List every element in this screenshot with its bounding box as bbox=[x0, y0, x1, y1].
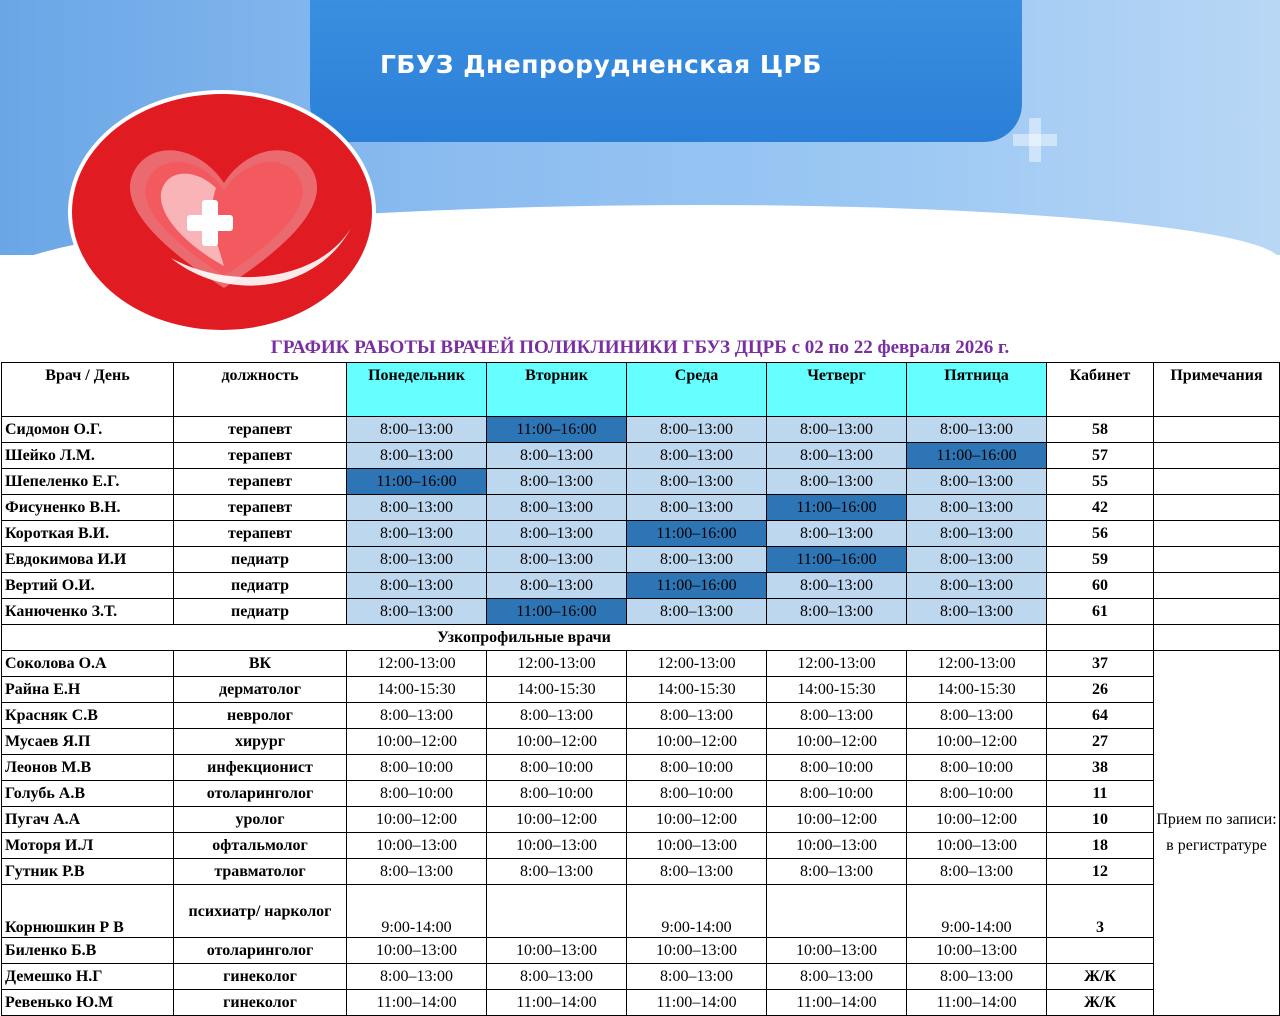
schedule-cell-wed: 8:00–13:00 bbox=[627, 495, 767, 521]
cabinet-number: 38 bbox=[1047, 755, 1154, 781]
doctor-position: терапевт bbox=[174, 521, 347, 547]
cabinet-number: 18 bbox=[1047, 833, 1154, 859]
schedule-cell-thu: 8:00–13:00 bbox=[767, 573, 907, 599]
doctor-name: Фисуненко В.Н. bbox=[2, 495, 174, 521]
doctor-position: уролог bbox=[174, 807, 347, 833]
schedule-cell-thu: 8:00–13:00 bbox=[767, 521, 907, 547]
doctor-position: невролог bbox=[174, 703, 347, 729]
schedule-cell-tue: 8:00–13:00 bbox=[487, 469, 627, 495]
cabinet-number: 26 bbox=[1047, 677, 1154, 703]
col-monday: Понедельник bbox=[347, 363, 487, 417]
schedule-cell-thu: 10:00–13:00 bbox=[767, 833, 907, 859]
cabinet-number: Ж/К bbox=[1047, 964, 1154, 990]
doctor-name: Ревенько Ю.М bbox=[2, 990, 174, 1016]
cabinet-number: 27 bbox=[1047, 729, 1154, 755]
table-row bbox=[2, 417, 1280, 443]
schedule-cell-thu: 12:00-13:00 bbox=[767, 651, 907, 677]
doctor-name: Канюченко З.Т. bbox=[2, 599, 174, 625]
schedule-cell-mon: 8:00–13:00 bbox=[347, 547, 487, 573]
schedule-cell-tue: 10:00–12:00 bbox=[487, 807, 627, 833]
header-banner bbox=[0, 0, 1280, 345]
schedule-cell-wed: 8:00–13:00 bbox=[627, 703, 767, 729]
notes-cell bbox=[1154, 599, 1280, 625]
cabinet-number: 58 bbox=[1047, 417, 1154, 443]
doctor-position: отоларинголог bbox=[174, 938, 347, 964]
cabinet-number: 12 bbox=[1047, 859, 1154, 885]
doctor-name: Леонов М.В bbox=[2, 755, 174, 781]
schedule-cell-wed: 11:00–14:00 bbox=[627, 990, 767, 1016]
table-row bbox=[2, 885, 1280, 938]
doctor-position: терапевт bbox=[174, 417, 347, 443]
doctor-position: дерматолог bbox=[174, 677, 347, 703]
schedule-cell-fri: 8:00–13:00 bbox=[907, 521, 1047, 547]
schedule-cell-fri: 9:00-14:00 bbox=[907, 885, 1047, 938]
doctor-name: Сидомон О.Г. bbox=[2, 417, 174, 443]
notes-cell bbox=[1154, 469, 1280, 495]
col-wednesday: Среда bbox=[627, 363, 767, 417]
schedule-cell-wed: 8:00–10:00 bbox=[627, 755, 767, 781]
cabinet-number bbox=[1047, 938, 1154, 964]
schedule-cell-thu: 11:00–16:00 bbox=[767, 547, 907, 573]
schedule-cell-fri: 10:00–12:00 bbox=[907, 729, 1047, 755]
schedule-cell-thu: 8:00–10:00 bbox=[767, 781, 907, 807]
doctor-name: Демешко Н.Г bbox=[2, 964, 174, 990]
schedule-cell-tue: 8:00–13:00 bbox=[487, 573, 627, 599]
table-row bbox=[2, 495, 1280, 521]
schedule-cell-tue: 10:00–13:00 bbox=[487, 938, 627, 964]
schedule-cell-wed: 8:00–13:00 bbox=[627, 417, 767, 443]
doctor-position: педиатр bbox=[174, 547, 347, 573]
cabinet-number: 37 bbox=[1047, 651, 1154, 677]
schedule-cell-mon: 8:00–10:00 bbox=[347, 781, 487, 807]
cabinet-number: 10 bbox=[1047, 807, 1154, 833]
schedule-cell-thu: 10:00–13:00 bbox=[767, 938, 907, 964]
table-row bbox=[2, 859, 1280, 885]
schedule-cell-thu: 8:00–13:00 bbox=[767, 964, 907, 990]
schedule-cell-wed: 11:00–16:00 bbox=[627, 573, 767, 599]
col-tuesday: Вторник bbox=[487, 363, 627, 417]
doctor-name: Соколова О.А bbox=[2, 651, 174, 677]
doctor-position: травматолог bbox=[174, 859, 347, 885]
schedule-cell-thu: 8:00–13:00 bbox=[767, 703, 907, 729]
schedule-cell-mon: 8:00–13:00 bbox=[347, 859, 487, 885]
schedule-cell-tue: 8:00–13:00 bbox=[487, 964, 627, 990]
schedule-cell-thu: 8:00–13:00 bbox=[767, 417, 907, 443]
schedule-cell-thu: 8:00–13:00 bbox=[767, 599, 907, 625]
schedule-cell-fri: 14:00-15:30 bbox=[907, 677, 1047, 703]
doctor-name: Корнюшкин Р В bbox=[2, 885, 174, 938]
schedule-cell-thu: 8:00–13:00 bbox=[767, 443, 907, 469]
schedule-table bbox=[1, 362, 1280, 1016]
schedule-cell-mon: 11:00–14:00 bbox=[347, 990, 487, 1016]
schedule-cell-mon: 8:00–10:00 bbox=[347, 755, 487, 781]
schedule-cell-fri: 8:00–13:00 bbox=[907, 469, 1047, 495]
schedule-cell-tue: 8:00–13:00 bbox=[487, 703, 627, 729]
table-row bbox=[2, 547, 1280, 573]
schedule-cell-tue: 10:00–12:00 bbox=[487, 729, 627, 755]
doctor-position: педиатр bbox=[174, 573, 347, 599]
col-thursday: Четверг bbox=[767, 363, 907, 417]
schedule-cell-wed: 14:00-15:30 bbox=[627, 677, 767, 703]
schedule-cell-thu: 11:00–16:00 bbox=[767, 495, 907, 521]
schedule-cell-tue: 12:00-13:00 bbox=[487, 651, 627, 677]
schedule-cell-fri: 10:00–13:00 bbox=[907, 833, 1047, 859]
col-cabinet: Кабинет bbox=[1047, 363, 1154, 417]
schedule-cell-mon: 8:00–13:00 bbox=[347, 443, 487, 469]
schedule-cell-mon: 8:00–13:00 bbox=[347, 964, 487, 990]
schedule-cell-fri: 11:00–14:00 bbox=[907, 990, 1047, 1016]
cabinet-number: 56 bbox=[1047, 521, 1154, 547]
schedule-cell-wed: 8:00–13:00 bbox=[627, 469, 767, 495]
doctor-position: гинеколог bbox=[174, 964, 347, 990]
schedule-cell-tue: 11:00–16:00 bbox=[487, 417, 627, 443]
schedule-cell-thu: 8:00–13:00 bbox=[767, 469, 907, 495]
notes-cell bbox=[1154, 547, 1280, 573]
doctor-name: Райна Е.Н bbox=[2, 677, 174, 703]
schedule-cell-fri: 12:00-13:00 bbox=[907, 651, 1047, 677]
schedule-cell-fri: 10:00–13:00 bbox=[907, 938, 1047, 964]
notes-cell bbox=[1154, 521, 1280, 547]
schedule-cell-fri: 8:00–13:00 bbox=[907, 599, 1047, 625]
table-row bbox=[2, 729, 1280, 755]
table-row bbox=[2, 677, 1280, 703]
doctor-position: гинеколог bbox=[174, 990, 347, 1016]
table-row bbox=[2, 573, 1280, 599]
schedule-cell-wed: 10:00–12:00 bbox=[627, 807, 767, 833]
schedule-cell-fri: 8:00–13:00 bbox=[907, 417, 1047, 443]
doctor-name: Биленко Б.В bbox=[2, 938, 174, 964]
doctor-name: Красняк С.В bbox=[2, 703, 174, 729]
schedule-cell-mon: 8:00–13:00 bbox=[347, 417, 487, 443]
schedule-cell-fri: 8:00–10:00 bbox=[907, 781, 1047, 807]
col-position: должность bbox=[174, 363, 347, 417]
col-notes: Примечания bbox=[1154, 363, 1280, 417]
doctor-position: офтальмолог bbox=[174, 833, 347, 859]
schedule-cell-wed: 8:00–13:00 bbox=[627, 443, 767, 469]
table-header-row bbox=[2, 363, 1280, 417]
doctor-position: ВК bbox=[174, 651, 347, 677]
schedule-cell-mon: 10:00–13:00 bbox=[347, 938, 487, 964]
schedule-cell-mon: 8:00–13:00 bbox=[347, 599, 487, 625]
doctor-name: Гутник Р.В bbox=[2, 859, 174, 885]
schedule-cell-tue: 14:00-15:30 bbox=[487, 677, 627, 703]
col-doctor: Врач / День bbox=[2, 363, 174, 417]
cabinet-number: 60 bbox=[1047, 573, 1154, 599]
notes-empty bbox=[1154, 625, 1280, 651]
heart-logo-icon bbox=[66, 88, 378, 336]
schedule-cell-wed: 8:00–13:00 bbox=[627, 547, 767, 573]
schedule-cell-thu: 8:00–10:00 bbox=[767, 755, 907, 781]
doctor-name: Шейко Л.М. bbox=[2, 443, 174, 469]
schedule-cell-mon: 10:00–13:00 bbox=[347, 833, 487, 859]
appointment-note: Прием по записи: в регистратуре bbox=[1154, 651, 1280, 1016]
doctor-name: Пугач А.А bbox=[2, 807, 174, 833]
schedule-cell-mon: 11:00–16:00 bbox=[347, 469, 487, 495]
schedule-cell-wed: 10:00–12:00 bbox=[627, 729, 767, 755]
schedule-cell-fri: 8:00–13:00 bbox=[907, 495, 1047, 521]
doctor-position: хирург bbox=[174, 729, 347, 755]
cabinet-number: 59 bbox=[1047, 547, 1154, 573]
schedule-cell-tue bbox=[487, 885, 627, 938]
schedule-cell-fri: 8:00–13:00 bbox=[907, 964, 1047, 990]
schedule-cell-wed: 10:00–13:00 bbox=[627, 833, 767, 859]
schedule-cell-tue: 10:00–13:00 bbox=[487, 833, 627, 859]
schedule-cell-fri: 10:00–12:00 bbox=[907, 807, 1047, 833]
schedule-cell-thu: 8:00–13:00 bbox=[767, 859, 907, 885]
schedule-cell-wed: 9:00-14:00 bbox=[627, 885, 767, 938]
org-title: ГБУЗ Днепрорудненская ЦРБ bbox=[380, 50, 822, 79]
table-row bbox=[2, 443, 1280, 469]
schedule-cell-wed: 8:00–13:00 bbox=[627, 599, 767, 625]
doctor-position: педиатр bbox=[174, 599, 347, 625]
notes-cell bbox=[1154, 443, 1280, 469]
section-label: Узкопрофильные врачи bbox=[2, 625, 1047, 651]
schedule-cell-thu: 11:00–14:00 bbox=[767, 990, 907, 1016]
section-row bbox=[2, 625, 1280, 651]
schedule-cell-mon: 10:00–12:00 bbox=[347, 729, 487, 755]
table-row bbox=[2, 833, 1280, 859]
schedule-cell-fri: 8:00–13:00 bbox=[907, 573, 1047, 599]
schedule-cell-thu bbox=[767, 885, 907, 938]
notes-cell bbox=[1154, 573, 1280, 599]
cabinet-number: 11 bbox=[1047, 781, 1154, 807]
schedule-cell-tue: 11:00–14:00 bbox=[487, 990, 627, 1016]
schedule-cell-fri: 8:00–13:00 bbox=[907, 547, 1047, 573]
table-row bbox=[2, 599, 1280, 625]
doctor-position: инфекционист bbox=[174, 755, 347, 781]
schedule-cell-tue: 8:00–10:00 bbox=[487, 755, 627, 781]
schedule-title: ГРАФИК РАБОТЫ ВРАЧЕЙ ПОЛИКЛИНИКИ ГБУЗ ДЦРБ с 02 по 22 февраля 2026 г. bbox=[270, 337, 1010, 358]
schedule-cell-thu: 10:00–12:00 bbox=[767, 807, 907, 833]
schedule-cell-fri: 8:00–13:00 bbox=[907, 859, 1047, 885]
doctor-position: отоларинголог bbox=[174, 781, 347, 807]
cabinet-number: 55 bbox=[1047, 469, 1154, 495]
schedule-cell-mon: 8:00–13:00 bbox=[347, 703, 487, 729]
table-row bbox=[2, 651, 1280, 677]
schedule-cell-mon: 12:00-13:00 bbox=[347, 651, 487, 677]
schedule-cell-fri: 8:00–13:00 bbox=[907, 703, 1047, 729]
schedule-cell-wed: 8:00–10:00 bbox=[627, 781, 767, 807]
doctor-name: Короткая В.И. bbox=[2, 521, 174, 547]
schedule-cell-fri: 11:00–16:00 bbox=[907, 443, 1047, 469]
table-row bbox=[2, 755, 1280, 781]
cabinet-number: 57 bbox=[1047, 443, 1154, 469]
doctor-position: терапевт bbox=[174, 469, 347, 495]
schedule-cell-tue: 8:00–13:00 bbox=[487, 859, 627, 885]
doctor-name: Шепеленко Е.Г. bbox=[2, 469, 174, 495]
table-row bbox=[2, 521, 1280, 547]
schedule-cell-mon: 9:00-14:00 bbox=[347, 885, 487, 938]
doctor-position: терапевт bbox=[174, 443, 347, 469]
schedule-cell-tue: 8:00–10:00 bbox=[487, 781, 627, 807]
table-row bbox=[2, 964, 1280, 990]
cabinet-empty bbox=[1047, 625, 1154, 651]
notes-cell bbox=[1154, 495, 1280, 521]
col-friday: Пятница bbox=[907, 363, 1047, 417]
schedule-cell-tue: 8:00–13:00 bbox=[487, 521, 627, 547]
schedule-cell-wed: 12:00-13:00 bbox=[627, 651, 767, 677]
plus-decoration-icon bbox=[1005, 110, 1065, 170]
schedule-cell-tue: 11:00–16:00 bbox=[487, 599, 627, 625]
cabinet-number: Ж/К bbox=[1047, 990, 1154, 1016]
doctor-position: психиатр/ нарколог bbox=[174, 885, 347, 938]
doctor-name: Вертий О.И. bbox=[2, 573, 174, 599]
cabinet-number: 61 bbox=[1047, 599, 1154, 625]
doctor-name: Голубь А.В bbox=[2, 781, 174, 807]
cabinet-number: 42 bbox=[1047, 495, 1154, 521]
schedule-cell-wed: 11:00–16:00 bbox=[627, 521, 767, 547]
schedule-cell-mon: 10:00–12:00 bbox=[347, 807, 487, 833]
table-row bbox=[2, 703, 1280, 729]
doctor-position: терапевт bbox=[174, 495, 347, 521]
schedule-cell-thu: 10:00–12:00 bbox=[767, 729, 907, 755]
doctor-name: Моторя И.Л bbox=[2, 833, 174, 859]
schedule-cell-tue: 8:00–13:00 bbox=[487, 495, 627, 521]
schedule-cell-mon: 8:00–13:00 bbox=[347, 495, 487, 521]
cabinet-number: 64 bbox=[1047, 703, 1154, 729]
schedule-cell-thu: 14:00-15:30 bbox=[767, 677, 907, 703]
table-row bbox=[2, 938, 1280, 964]
schedule-cell-wed: 8:00–13:00 bbox=[627, 859, 767, 885]
schedule-cell-wed: 8:00–13:00 bbox=[627, 964, 767, 990]
doctor-name: Евдокимова И.И bbox=[2, 547, 174, 573]
schedule-cell-mon: 8:00–13:00 bbox=[347, 573, 487, 599]
table-row bbox=[2, 469, 1280, 495]
schedule-cell-mon: 14:00-15:30 bbox=[347, 677, 487, 703]
schedule-cell-tue: 8:00–13:00 bbox=[487, 443, 627, 469]
schedule-cell-tue: 8:00–13:00 bbox=[487, 547, 627, 573]
schedule-cell-mon: 8:00–13:00 bbox=[347, 521, 487, 547]
notes-cell bbox=[1154, 417, 1280, 443]
table-row bbox=[2, 781, 1280, 807]
schedule-cell-wed: 10:00–13:00 bbox=[627, 938, 767, 964]
schedule-cell-fri: 8:00–10:00 bbox=[907, 755, 1047, 781]
cabinet-number: 3 bbox=[1047, 885, 1154, 938]
table-row bbox=[2, 807, 1280, 833]
doctor-name: Мусаев Я.П bbox=[2, 729, 174, 755]
